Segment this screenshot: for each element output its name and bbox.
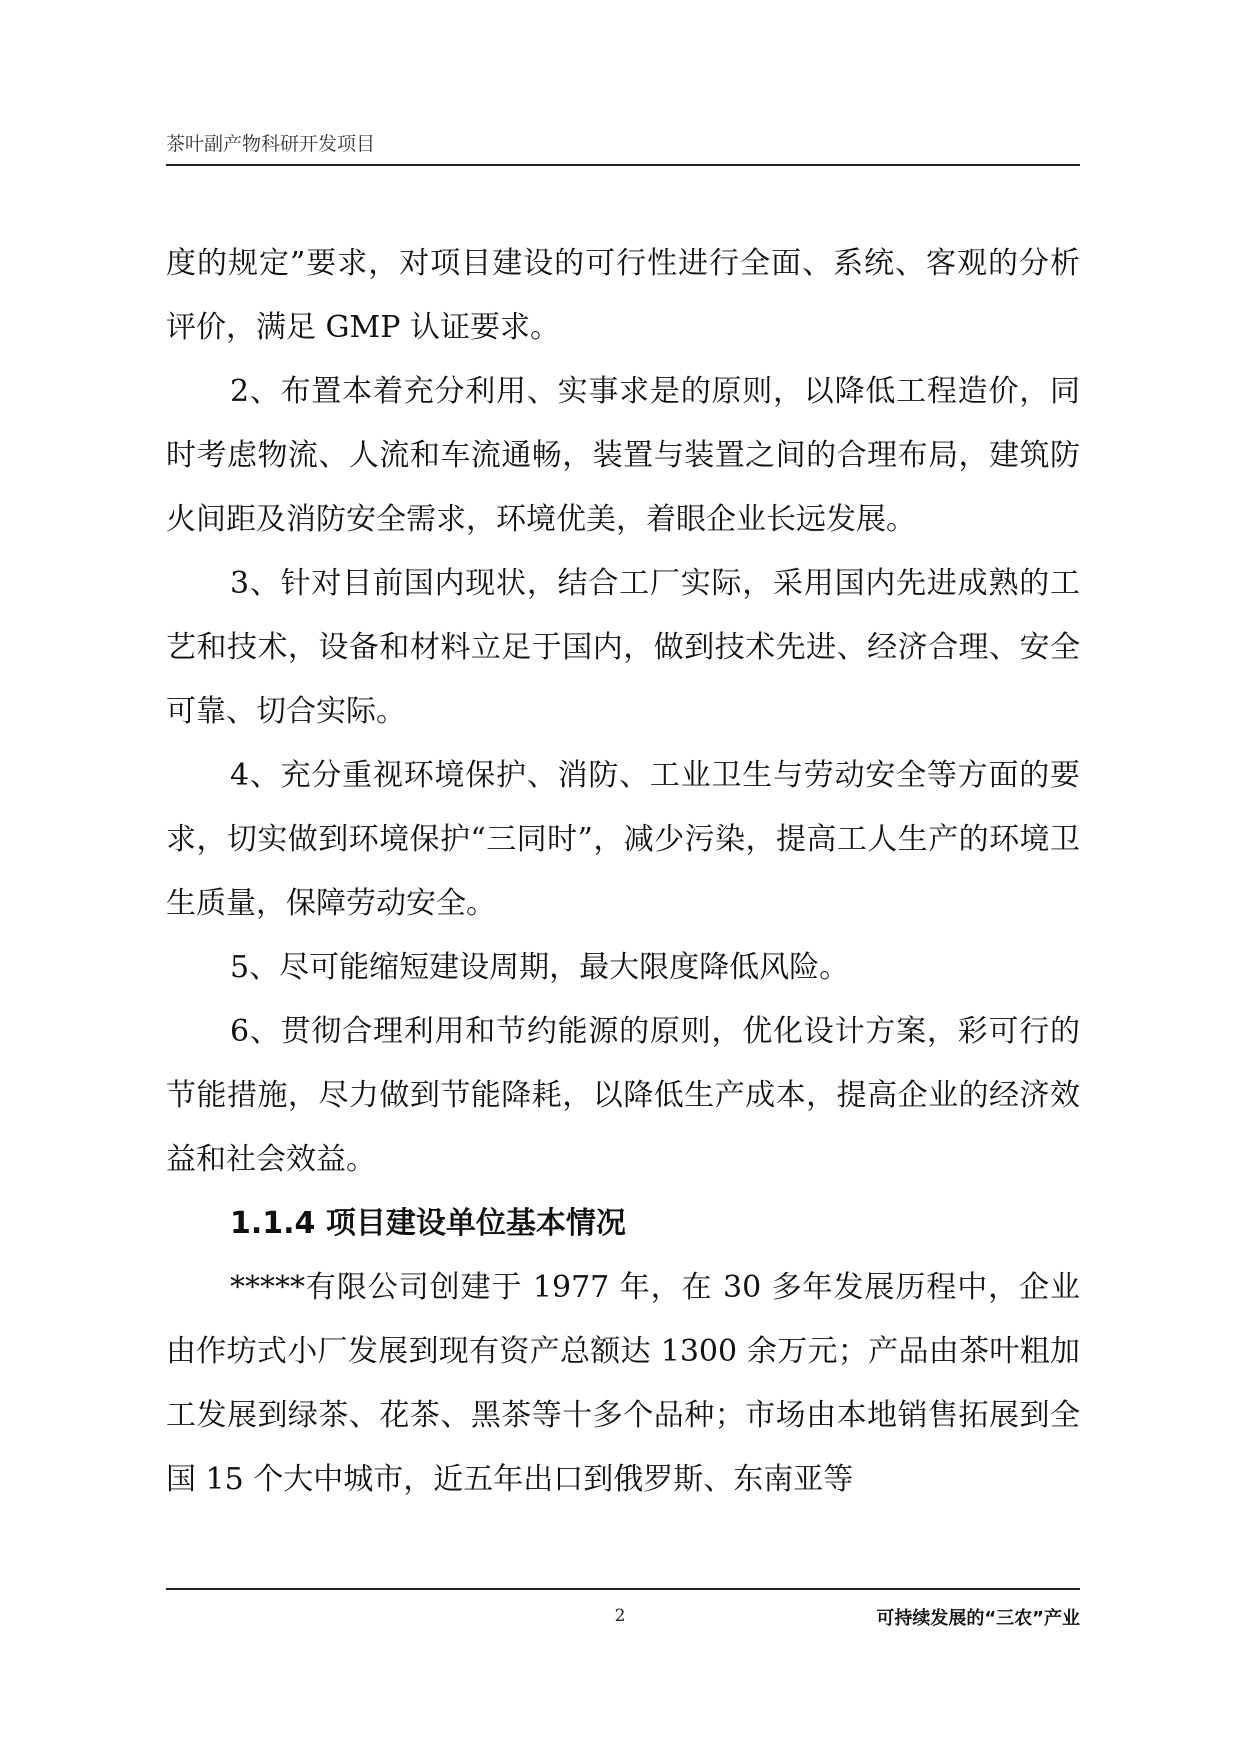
paragraph-item-6: 6、贯彻合理利用和节约能源的原则，优化设计方案，彩可行的节能措施，尽力做到节能降耗，以降低生产成本，提高企业的经济效益和社会效益。 [166,1014,1080,1177]
footer-divider [166,1588,1080,1590]
document-body [166,232,1080,1512]
running-header: 茶叶副产物科研开发项目 [166,133,376,155]
paragraph-item-5: 5、尽可能缩短建设周期，最大限度降低风险。 [230,950,850,985]
page-number: 2 [614,1606,626,1626]
footer-slogan: 可持续发展的“三农”产业 [876,1608,1080,1629]
section-heading: 1.1.4 项目建设单位基本情况 [230,1206,626,1241]
paragraph-item-4: 4、充分重视环境保护、消防、工业卫生与劳动安全等方面的要求，切实做到环境保护“三同时”，减少污染，提高工人生产的环境卫生质量，保障劳动安全。 [166,758,1080,921]
paragraph-item-2: 2、布置本着充分利用、实事求是的原则，以降低工程造价，同时考虑物流、人流和车流通畅，装置与装置之间的合理布局，建筑防火间距及消防安全需求，环境优美，着眼企业长远发展。 [166,374,1080,537]
header-divider [166,164,1080,166]
paragraph-item-3: 3、针对目前国内现状，结合工厂实际，采用国内先进成熟的工艺和技术，设备和材料立足于国内，做到技术先进、经济合理、安全可靠、切合实际。 [166,566,1080,729]
paragraph-continuation: 度的规定”要求，对项目建设的可行性进行全面、系统、客观的分析评价，满足 GMP 认证要求。 [166,246,1080,345]
paragraph-company-intro: *****有限公司创建于 1977 年，在 30 多年发展历程中，企业由作坊式小厂发展到现有资产总额达 1300 余万元；产品由茶叶粗加工发展到绿茶、花茶、黑茶等十多个品种；市场由本地销售拓展到全国 15 个大中城市，近五年出口到俄罗斯、东南亚等 [166,1270,1080,1497]
